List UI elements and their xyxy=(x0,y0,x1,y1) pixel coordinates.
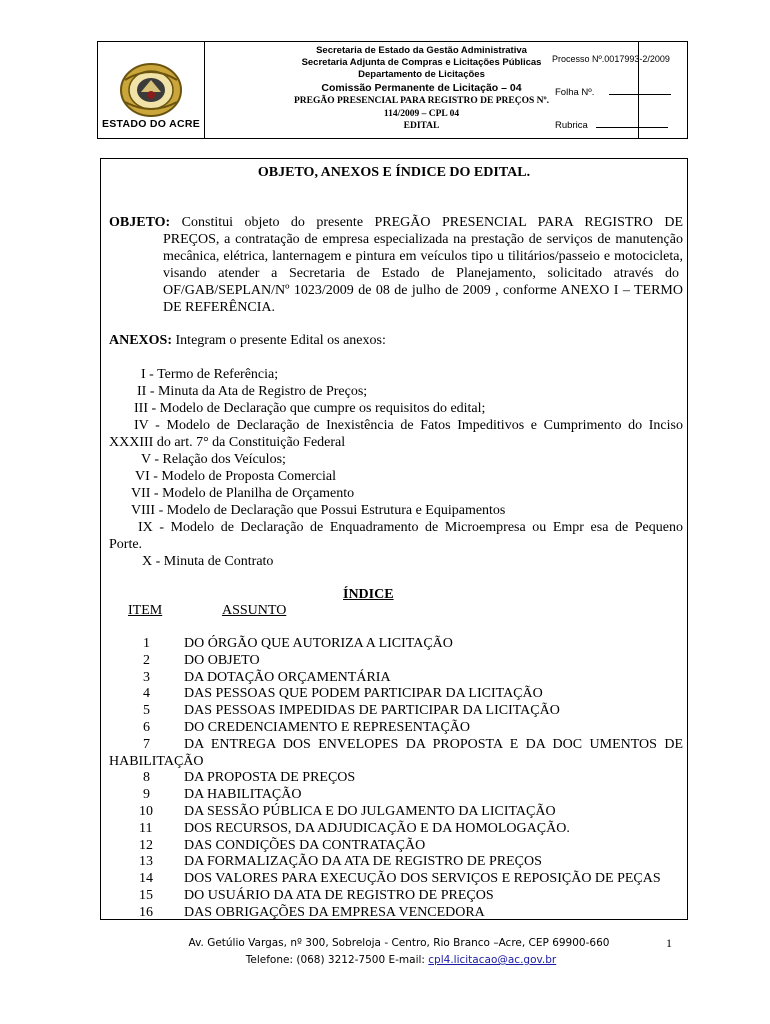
indice-item-subject: DAS PESSOAS IMPEDIDAS DE PARTICIPAR DA LICITAÇÃO xyxy=(184,703,560,719)
page-number: 1 xyxy=(666,936,672,950)
indice-item-subject: DO OBJETO xyxy=(184,652,260,668)
indice-col-item: ITEM xyxy=(128,603,163,618)
indice-item-number: 3 xyxy=(143,669,150,685)
header-line-4: Comissão Permanente de Licitação – 04 xyxy=(321,82,522,94)
anexo-item-6: VI - Modelo de Proposta Comercial xyxy=(135,469,337,484)
rubrica-field xyxy=(555,119,668,131)
footer-phone: Telefone: (068) 3212-7500 E-mail: xyxy=(245,954,429,966)
indice-item-number: 4 xyxy=(143,686,150,702)
indice-item-number: 1 xyxy=(143,636,150,651)
header-line-1: Secretaria de Estado da Gestão Administrativa xyxy=(316,45,527,56)
footer-email-link[interactable]: cpl4.licitacao@ac.gov.br xyxy=(428,954,557,966)
header-line-6: 114/2009 – CPL 04 xyxy=(383,108,460,119)
indice-item-number: 16 xyxy=(139,904,153,920)
anexo-item-1: I - Termo de Referência; xyxy=(141,367,279,382)
anexo-item-7: VII - Modelo de Planilha de Orçamento xyxy=(131,486,355,501)
page-title: OBJETO, ANEXOS E ÍNDICE DO EDITAL. xyxy=(257,165,531,180)
objeto-label: OBJETO: xyxy=(109,215,171,230)
indice-item-number: 12 xyxy=(139,837,153,853)
anexo-item-4-cont: XXXIII do art. 7° da Constituição Federal xyxy=(109,435,346,450)
anexo-item-10: X - Minuta de Contrato xyxy=(142,554,274,569)
indice-item-number: 14 xyxy=(139,871,153,887)
rubrica-label: Rubrica xyxy=(555,120,588,131)
indice-item-number: 6 xyxy=(143,720,150,735)
anexo-item-9-cont: Porte. xyxy=(109,537,143,552)
header-line-2: Secretaria Adjunta de Compras e Licitações Públicas xyxy=(301,57,542,68)
indice-title: ÍNDICE xyxy=(343,587,394,602)
objeto-line-2: PREÇOS, a contratação de empresa especializada na prestação de serviços de manutenção xyxy=(163,232,683,247)
indice-item-subject: DOS RECURSOS, DA ADJUDICAÇÃO E DA HOMOLOGAÇÃO. xyxy=(184,820,570,836)
folha-label: Folha Nº. xyxy=(555,87,595,98)
indice-item-number: 5 xyxy=(143,703,150,719)
edital-content-box xyxy=(100,158,688,920)
indice-item-subject: DO ÓRGÃO QUE AUTORIZA A LICITAÇÃO xyxy=(184,636,453,651)
indice-item-number: 9 xyxy=(143,787,150,803)
indice-item-subject: DAS CONDIÇÕES DA CONTRATAÇÃO xyxy=(184,837,426,853)
footer-contact xyxy=(0,954,770,966)
indice-item-subject: DAS OBRIGAÇÕES DA EMPRESA VENCEDORA xyxy=(184,904,485,920)
indice-item-number: 2 xyxy=(143,652,150,668)
indice-item-subject: DO USUÁRIO DA ATA DE REGISTRO DE PREÇOS xyxy=(184,888,494,903)
indice-item-subject: DA ENTREGA DOS ENVELOPES DA PROPOSTA E DA DOC UMENTOS DE xyxy=(184,736,683,752)
state-name: ESTADO DO ACRE xyxy=(101,118,201,130)
objeto-line-1 xyxy=(109,214,683,231)
indice-item-subject: DO CREDENCIAMENTO E REPRESENTAÇÃO xyxy=(184,720,471,735)
indice-item-number: 7 xyxy=(143,736,150,752)
anexos-heading xyxy=(109,332,386,349)
indice-item-number: 10 xyxy=(139,804,153,819)
indice-item-subject: DA PROPOSTA DE PREÇOS xyxy=(184,770,356,786)
header-logo-cell xyxy=(98,42,205,138)
indice-item-subject: DAS PESSOAS QUE PODEM PARTICIPAR DA LICITAÇÃO xyxy=(184,686,543,702)
anexo-item-4: IV - Modelo de Declaração de Inexistência de Fatos Impeditivos e Cumprimento do Inciso xyxy=(134,418,683,433)
objeto-line-4: visando atender a Secretaria de Estado de Planejamento, solicitado através do xyxy=(163,266,679,281)
anexo-item-3: III - Modelo de Declaração que cumpre os requisitos do edital; xyxy=(134,401,486,416)
folha-field xyxy=(555,86,671,98)
indice-item-subject: DA FORMALIZAÇÃO DA ATA DE REGISTRO DE PREÇOS xyxy=(184,854,542,870)
indice-item-subject: DA HABILITAÇÃO xyxy=(184,787,302,803)
footer-address: Av. Getúlio Vargas, nº 300, Sobreloja - Centro, Rio Branco –Acre, CEP 69900-660 xyxy=(188,937,610,949)
objeto-text-1: Constitui objeto do presente PREGÃO PRESENCIAL PARA REGISTRO DE xyxy=(181,215,684,230)
anexo-item-2: II - Minuta da Ata de Registro de Preços; xyxy=(137,384,368,399)
objeto-line-5: OF/GAB/SEPLAN/Nº 1023/2009 de 08 de julho de 2009 , conforme ANEXO I – TERMO xyxy=(163,283,683,298)
indice-item-number: 11 xyxy=(139,820,153,836)
objeto-line-3: mecânica, elétrica, lanternagem e pintura em veículos tipo u tilitários/passeio e motocicleta, xyxy=(163,249,683,264)
indice-item-number: 15 xyxy=(139,888,153,903)
header-line-3: Departamento de Licitações xyxy=(358,69,485,80)
processo-number: Processo Nº.0017993-2/2009 xyxy=(552,54,670,64)
indice-item-number: 8 xyxy=(143,770,150,786)
indice-item-subject: DOS VALORES PARA EXECUÇÃO DOS SERVIÇOS E REPOSIÇÃO DE PEÇAS xyxy=(184,871,661,887)
anexo-item-8: VIII - Modelo de Declaração que Possui Estrutura e Equipamentos xyxy=(131,503,506,518)
anexos-label: ANEXOS: xyxy=(109,333,173,348)
header-line-5: PREGÃO PRESENCIAL PARA REGISTRO DE PREÇOS Nº. xyxy=(293,96,549,106)
state-coat-of-arms-icon xyxy=(119,62,183,118)
objeto-line-6: DE REFERÊNCIA. xyxy=(163,300,275,315)
anexos-intro: Integram o presente Edital os anexos: xyxy=(175,333,386,348)
anexo-item-9: IX - Modelo de Declaração de Enquadramento de Microempresa ou Empr esa de Pequeno xyxy=(138,520,683,535)
indice-item-subject: DA DOTAÇÃO ORÇAMENTÁRIA xyxy=(184,669,391,685)
indice-col-assunto: ASSUNTO xyxy=(222,603,287,618)
folha-blank xyxy=(609,86,671,95)
indice-item-subject-cont: HABILITAÇÃO xyxy=(109,753,204,769)
rubrica-blank xyxy=(596,119,668,128)
indice-item-number: 13 xyxy=(139,854,153,870)
indice-item-subject: DA SESSÃO PÚBLICA E DO JULGAMENTO DA LICITAÇÃO xyxy=(184,804,556,819)
header-line-7: EDITAL xyxy=(403,121,440,131)
anexo-item-5: V - Relação dos Veículos; xyxy=(141,452,286,467)
